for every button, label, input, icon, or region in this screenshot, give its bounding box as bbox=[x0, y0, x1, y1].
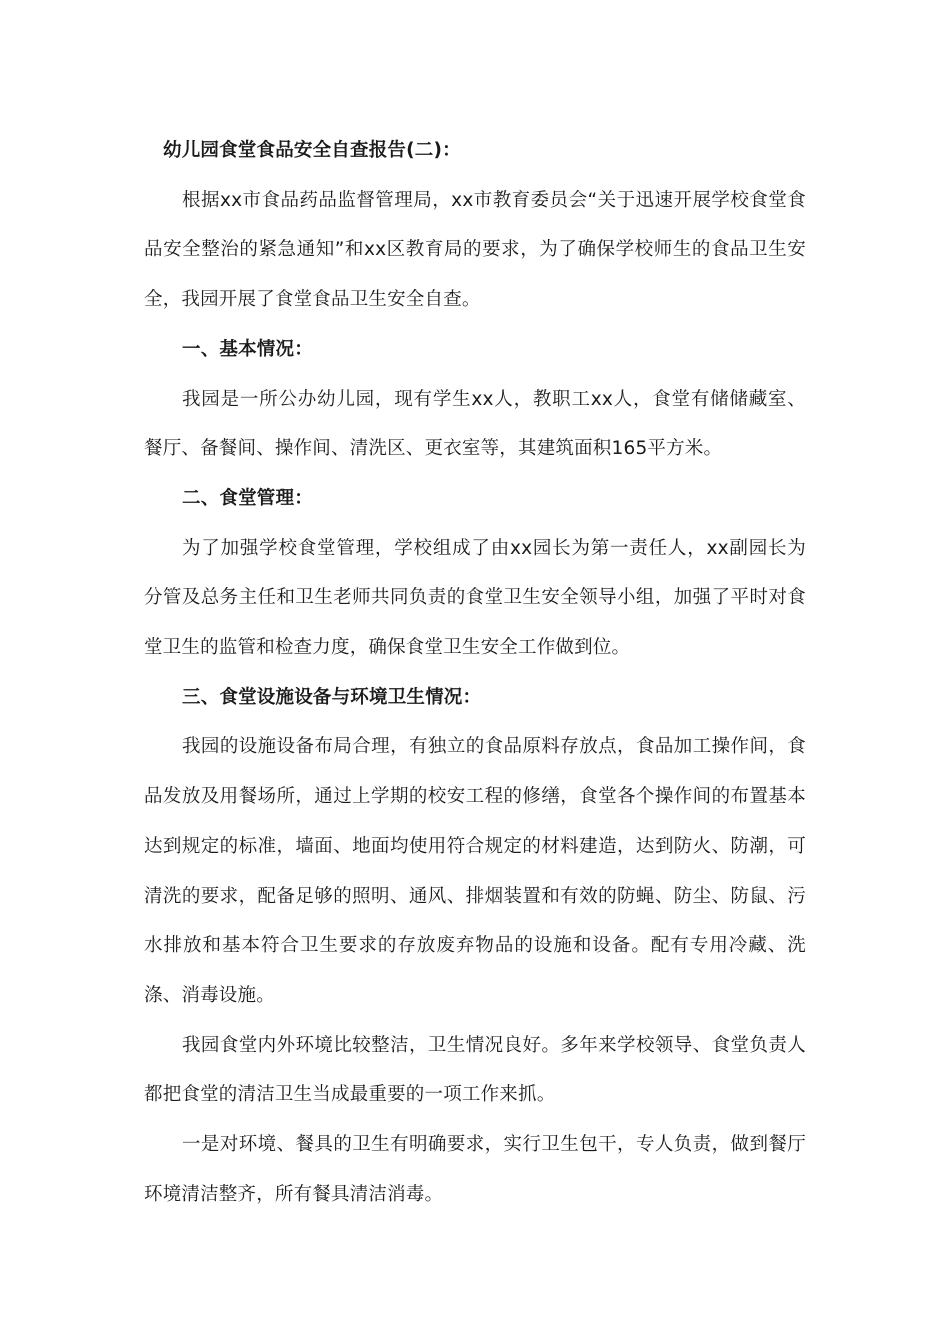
intro-paragraph: 根据xx市食品药品监督管理局，xx市教育委员会“关于迅速开展学校食堂食品安全整治的紧急通知”和xx区教育局的要求，为了确保学校师生的食品卫生安全，我园开展了食堂食品卫生安全自查。 bbox=[144, 189, 806, 311]
basic-info-paragraph: 我园是一所公办幼儿园，现有学生xx人，教职工xx人，食堂有储储藏室、餐厅、备餐间、操作间、清洗区、更衣室等，其建筑面积165平方米。 bbox=[144, 388, 806, 460]
environment-paragraph: 我园食堂内外环境比较整洁，卫生情况良好。多年来学校领导、食堂负责人都把食堂的清洁卫生当成最重要的一项工作来抓。 bbox=[144, 1034, 806, 1106]
facilities-paragraph: 我园的设施设备布局合理，有独立的食品原料存放点，食品加工操作间，食品发放及用餐场所，通过上学期的校安工程的修缮，食堂各个操作间的布置基本达到规定的标准，墙面、地面均使用符合规定的材料建造，达到防火、防潮，可清洗的要求，配备足够的照明、通风、排烟装置和有效的防蝇、防尘、防鼠、污水排放和基本符合卫生要求的存放废弃物品的设施和设备。配有专用冷藏、洗涤、消毒设施。 bbox=[144, 736, 806, 1006]
section-heading-canteen-management: 二、食堂管理： bbox=[182, 487, 313, 509]
document-title: 幼儿园食堂食品安全自查报告(二)： bbox=[163, 140, 461, 161]
canteen-management-paragraph: 为了加强学校食堂管理，学校组成了由xx园长为第一责任人，xx副园长为分管及总务主任和卫生老师共同负责的食堂卫生安全领导小组，加强了平时对食堂卫生的监管和检查力度，确保食堂卫生安全工作做到位。 bbox=[144, 537, 806, 659]
section-heading-facilities: 三、食堂设施设备与环境卫生情况： bbox=[182, 686, 482, 708]
document-body bbox=[144, 126, 806, 1219]
section-heading-basic-info: 一、基本情况： bbox=[182, 338, 313, 360]
hygiene-requirements-paragraph: 一是对环境、餐具的卫生有明确要求，实行卫生包干，专人负责，做到餐厅环境清洁整齐，所有餐具清洁消毒。 bbox=[144, 1134, 806, 1205]
